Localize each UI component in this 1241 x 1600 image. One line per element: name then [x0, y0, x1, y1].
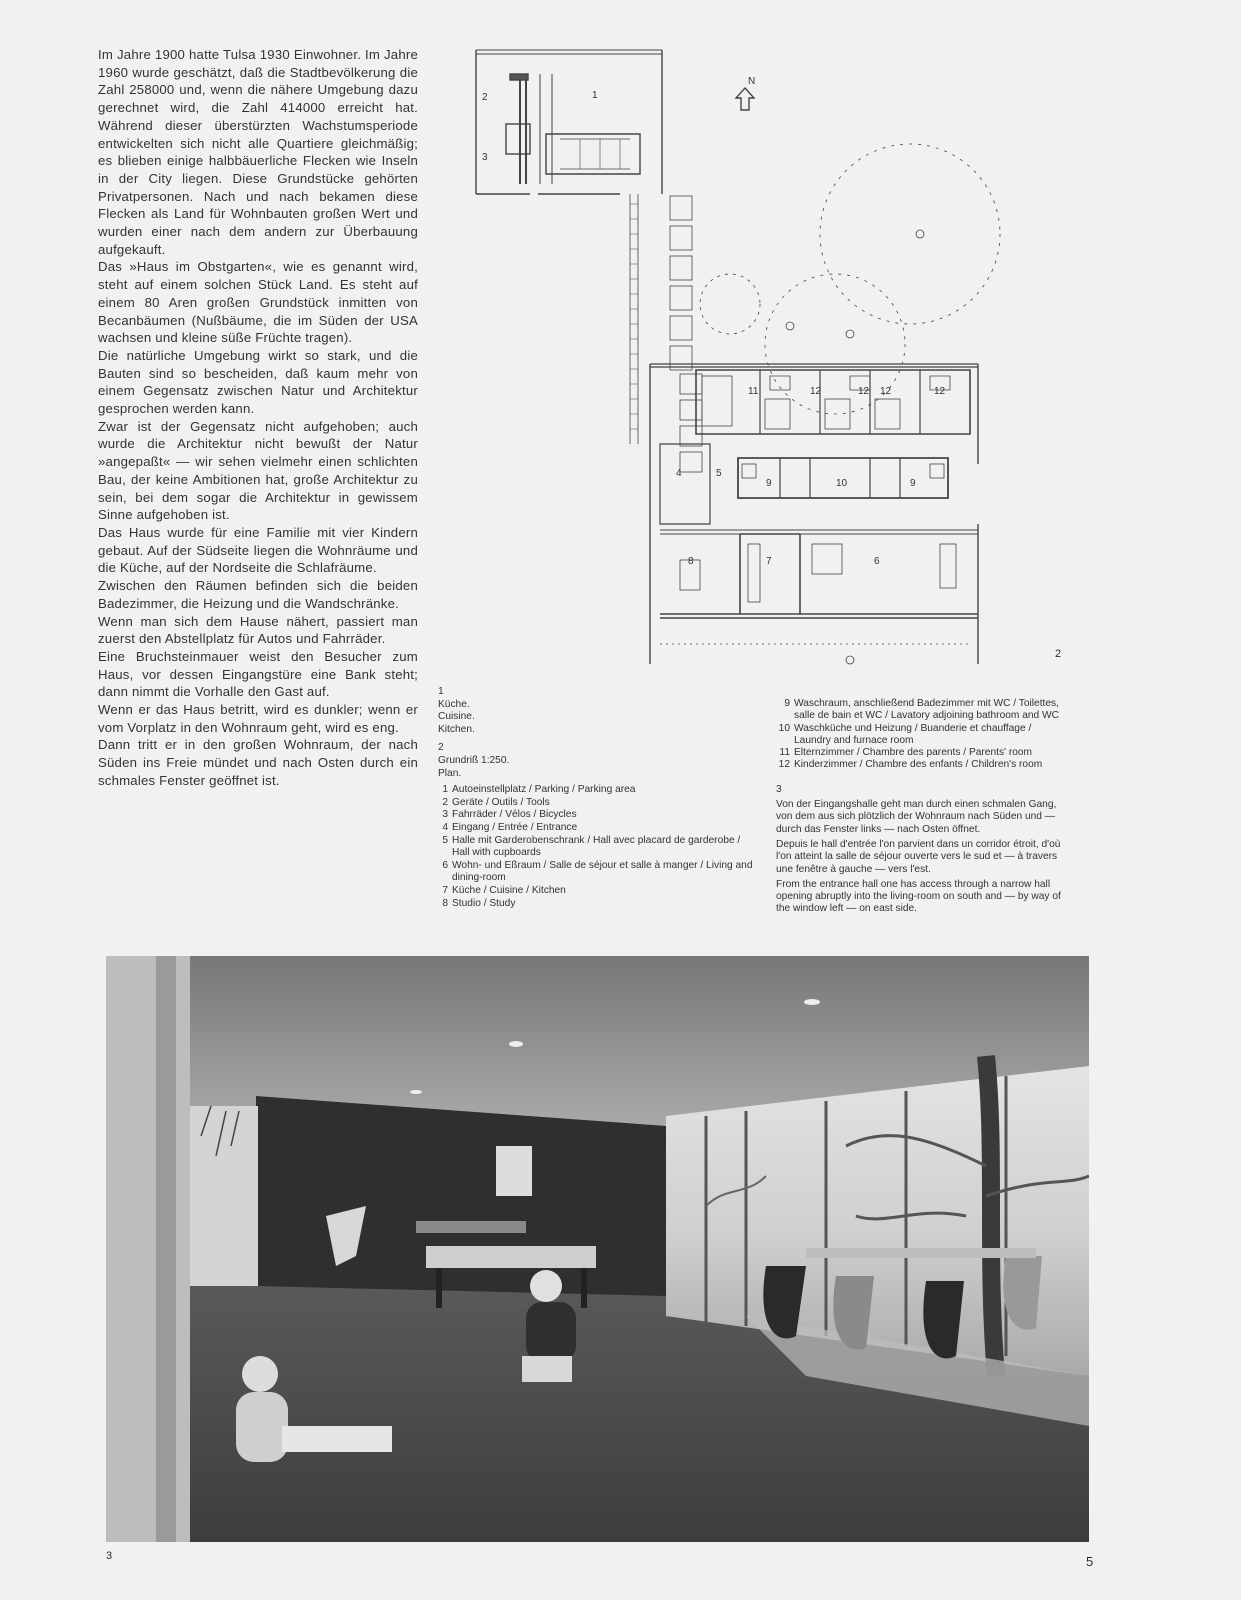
plan-room-label: 10 [836, 478, 848, 489]
caption-line: Grundriß 1:250. [438, 754, 510, 766]
caption-number: 3 [776, 783, 782, 795]
plan-room-label: 12 [810, 386, 822, 397]
floor-plan-figure [470, 44, 1110, 684]
north-label: N [748, 76, 756, 87]
plan-legend-continued [776, 698, 1062, 772]
caption-line: Cuisine. [438, 711, 475, 723]
legend-item: 2 Geräte / Outils / Tools [442, 796, 550, 808]
body-paragraph: Das Haus wurde für eine Familie mit vier Kindern gebaut. Auf der Südseite liegen die Wohnräume und die Küche, auf der Nordseite die Schlafräume. [98, 524, 418, 576]
legend-item: 6 Wohn- und Eßraum / Salle de séjour et salle à manger / Living and dining-room [442, 859, 753, 884]
caption-column-right [776, 698, 1062, 919]
caption-paragraph: Von der Eingangshalle geht man durch einen schmalen Gang, von dem aus sich plötzlich der Wohnraum nach Süden und — durch das Fenster links — nach Osten öffnet. [776, 799, 1057, 835]
caption-number: 2 [438, 742, 444, 754]
article-body [98, 46, 418, 790]
plan-room-label: 8 [688, 556, 694, 567]
caption-line: Plan. [438, 767, 462, 779]
caption-line: Kitchen. [438, 723, 475, 735]
plan-room-label: 2 [482, 92, 488, 103]
caption-paragraph: From the entrance hall one has access through a narrow hall opening abruptly into the living-room on south and — by way of the window left — on east side. [776, 878, 1061, 915]
plan-room-label: 3 [482, 152, 488, 163]
plan-room-label: 7 [766, 556, 772, 567]
body-paragraph: Wenn man sich dem Hause nähert, passiert man zuerst den Abstellplatz für Autos und Fahrräder. [98, 613, 418, 647]
body-paragraph: Das »Haus im Obstgarten«, wie es genannt wird, steht auf einem solchen Stück Land. Es steht auf einem 80 Aren großen Grundstück inmitten von Becanbäumen (Nußbäume, die im Süden der USA wachsen und kleine süße Früchte tragen). [98, 259, 418, 346]
interior-photo [106, 956, 1089, 1542]
plan-room-label: 1 [592, 90, 598, 101]
plan-room-label: 12 [934, 386, 946, 397]
legend-item: 1 Autoeinstellplatz / Parking / Parking area [442, 784, 636, 796]
body-paragraph: Zwar ist der Gegensatz nicht aufgehoben; auch wurde die Architektur nicht bewußt der Natur »angepaßt« — wir sehen vielmehr einen schlichten Bau, der keine Ambitionen hat, große Architektur zu sein, bei dem sogar die Architektur in gewissem Sinne aufgehoben ist. [98, 418, 418, 523]
plan-room-label: 12 [880, 386, 892, 397]
legend-item: 11 Elternzimmer / Chambre des parents / Parents' room [779, 747, 1033, 759]
legend-item: 9 Waschraum, anschließend Badezimmer mit WC / Toilettes, salle de bain et WC / Lavatory adjoining bathroom and WC [784, 698, 1060, 722]
plan-room-label: 11 [748, 386, 759, 397]
photo-figure-number: 3 [106, 1550, 113, 1562]
floor-plan-drawing [470, 44, 1110, 684]
plan-room-label: 9 [766, 478, 772, 489]
plan-room-label: 4 [676, 468, 682, 479]
page-number: 5 [1086, 1554, 1094, 1569]
legend-item: 4 Eingang / Entrée / Entrance [442, 821, 578, 833]
plan-room-label: 5 [716, 468, 722, 479]
caption-line: Küche. [438, 698, 470, 710]
legend-item: 8 Studio / Study [442, 897, 516, 909]
body-paragraph: Zwischen den Räumen befinden sich die beiden Badezimmer, die Heizung und die Wandschränke. [98, 578, 418, 611]
legend-item: 5 Halle mit Garderobenschrank / Hall avec placard de garderobe / Hall with cupboards [442, 834, 741, 859]
caption-column-left [438, 686, 758, 910]
legend-item: 7 Küche / Cuisine / Kitchen [442, 884, 566, 896]
caption-paragraph: Depuis le hall d'entrée l'on parvient dans un corridor étroit, d'où l'on atteint la salle de séjour ouverte vers le sud et — à travers une fenêtre à gauche — vers l'est. [776, 838, 1061, 875]
body-paragraph: Eine Bruchsteinmauer weist den Besucher zum Haus, vor dessen Eingangstüre eine Bank steht; dann nimmt die Vorhalle den Gast auf. [98, 648, 418, 700]
body-paragraph: Wenn er das Haus betritt, wird es dunkler; wenn er vom Vorplatz in den Wohnraum geht, wird es eng. [98, 702, 418, 735]
plan-room-label: 9 [910, 478, 916, 489]
plan-room-label: 6 [874, 556, 880, 567]
body-paragraph: Dann tritt er in den großen Wohnraum, der nach Süden ins Freie mündet und nach Osten durch ein schmales Fenster geöffnet ist. [98, 737, 418, 788]
plan-room-label: 12 [858, 386, 870, 397]
legend-item: 12 Kinderzimmer / Chambre des enfants / Children's room [778, 759, 1043, 771]
caption-number: 1 [438, 686, 444, 697]
legend-item: 3 Fahrräder / Vélos / Bicycles [442, 809, 577, 821]
body-paragraph: Im Jahre 1900 hatte Tulsa 1930 Einwohner. Im Jahre 1960 wurde geschätzt, daß die Stadtbevölkerung die Zahl 258000 und, wenn die nähere Umgebung dazu gerechnet wird, die Zahl 414000 erreicht hat. Während dieser überstürzten Wachstumsperiode entwickelten sich nicht alle Quartiere gleichmäßig; es blieben einige halbbäuerliche Flecken wie Inseln in der City liegen. Diese Grundstücke gehörten Privatpersonen. Nach und nach bekamen diese Flecken als Land für Wohnbauten großen Wert und wurden einer nach dem andern zur Überbauung aufgekauft. [98, 47, 418, 257]
body-paragraph: Die natürliche Umgebung wirkt so stark, und die Bauten sind so bescheiden, daß kaum mehr von einem Gegensatz zwischen Natur und Architektur gesprochen werden kann. [98, 347, 418, 417]
legend-item: 10 Waschküche und Heizung / Buanderie et chauffage / Laundry and furnace room [778, 722, 1032, 746]
plan-figure-number: 2 [1055, 648, 1062, 660]
living-room-photo [106, 956, 1089, 1542]
plan-legend [438, 784, 758, 910]
